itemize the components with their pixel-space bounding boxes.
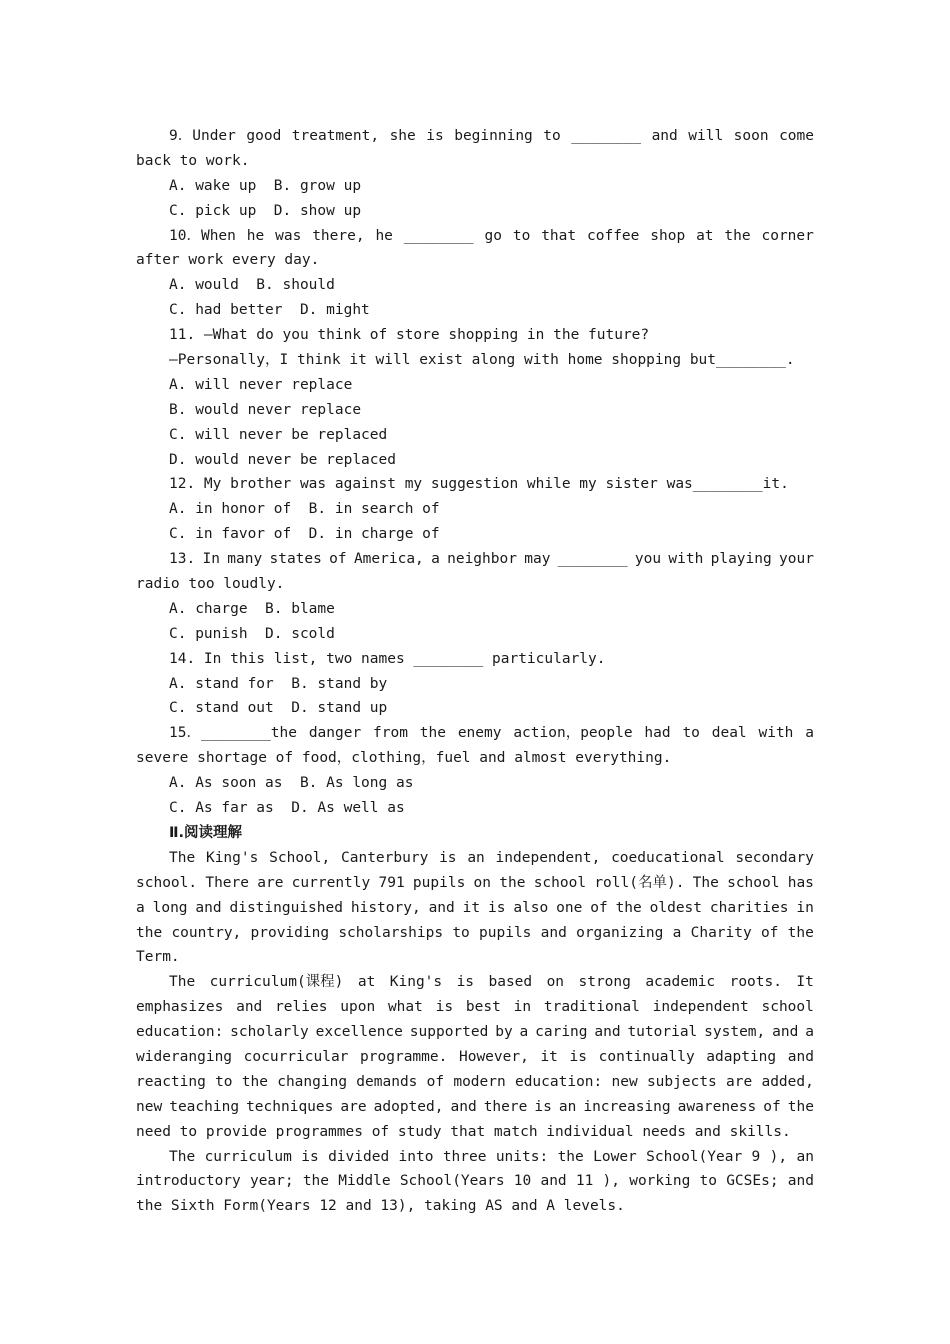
word: and (428, 899, 455, 916)
word: 13. (169, 551, 196, 568)
word: units: (495, 1148, 549, 1165)
word: programme. (360, 1048, 448, 1065)
word: with (758, 725, 794, 742)
passage-line (136, 896, 814, 921)
word: ________ (557, 551, 628, 568)
word: In (202, 551, 220, 568)
word: to (215, 1073, 233, 1090)
word: to (699, 1173, 717, 1190)
question-stem-line (136, 224, 814, 249)
word: and (540, 924, 567, 941)
word: scholarships (338, 924, 444, 941)
word: a (519, 1024, 529, 1041)
word: traditional (543, 999, 640, 1016)
word: tutorial (627, 1024, 698, 1041)
word: teaching (169, 1098, 240, 1115)
question-9 (136, 124, 814, 224)
word: your (779, 551, 814, 568)
question-12 (136, 472, 814, 547)
word: based (488, 974, 533, 991)
word: The (692, 874, 719, 891)
word: relies (275, 999, 328, 1016)
word: divided (328, 1148, 390, 1165)
option-line: C. will never be replaced (169, 426, 388, 443)
option-line: A. wake up B. grow up (169, 177, 362, 194)
word: into (398, 1148, 434, 1165)
word: cocurricular (243, 1048, 349, 1065)
word: independent, (495, 849, 601, 866)
word: King's (205, 849, 259, 866)
word: continually (598, 1048, 695, 1065)
word: However, (458, 1048, 529, 1065)
word: roots. (729, 974, 782, 991)
word: curriculum(课程) (209, 974, 344, 991)
word: coffee (587, 227, 640, 244)
option-line: A. stand for B. stand by (169, 675, 388, 692)
word: has (787, 874, 814, 891)
question-stem-line: after work every day. (136, 252, 320, 269)
option-line: A. will never replace (169, 376, 353, 393)
question-11 (136, 323, 814, 472)
word: system, (704, 1024, 766, 1041)
word: introductory (136, 1173, 241, 1190)
word: academic (645, 974, 716, 991)
word: 11 (575, 1173, 594, 1190)
word: with (668, 551, 704, 568)
word: the (557, 1148, 584, 1165)
word: independent (652, 999, 749, 1016)
word: the (302, 1173, 330, 1190)
word: in (796, 899, 814, 916)
word: year; (249, 1173, 294, 1190)
passage-paragraph-2 (136, 970, 814, 1144)
word: it (540, 1048, 558, 1065)
word: long (152, 899, 188, 916)
word: reacting (136, 1073, 206, 1090)
word: techniques (246, 1098, 334, 1115)
word: The (169, 849, 196, 866)
question-14 (136, 647, 814, 722)
word: caring (535, 1024, 588, 1041)
word: ________ (571, 128, 642, 144)
word: charities (709, 899, 789, 916)
word: neighbor (447, 551, 517, 568)
word: an (558, 1098, 577, 1115)
option-line: A. would B. should (169, 277, 335, 294)
word: in (513, 999, 532, 1016)
word: are (726, 1073, 753, 1090)
question-15 (136, 721, 814, 821)
option-line: A. As soon as B. As long as (169, 775, 414, 792)
word: awareness (677, 1098, 757, 1115)
word: It (796, 974, 814, 991)
word: treatment, (291, 128, 380, 144)
word: is (456, 974, 475, 991)
word: The (169, 1148, 196, 1165)
word: currently (291, 874, 371, 891)
word: to (452, 924, 470, 941)
word: 9．Under (169, 128, 236, 144)
option-line: A. charge B. blame (169, 600, 335, 617)
word: of (329, 551, 347, 568)
word: and (787, 1048, 814, 1065)
word: danger (308, 725, 362, 742)
word: There (205, 874, 249, 891)
word: Middle (338, 1173, 391, 1190)
word: had (644, 725, 671, 742)
word: the (419, 725, 446, 742)
word: school (533, 874, 587, 891)
word: to (512, 227, 531, 244)
word: subjects (646, 1073, 717, 1090)
word: and (787, 1173, 814, 1190)
word: strong (578, 974, 631, 991)
word: upon (340, 999, 376, 1016)
word: changing (277, 1073, 348, 1090)
passage-line: need to provide programmes of study that match individual needs and skills. (136, 1123, 791, 1140)
word: enemy (457, 725, 502, 742)
word: Lower (593, 1148, 637, 1165)
word: action，people (513, 725, 633, 742)
word: also (513, 899, 549, 916)
word: it (462, 899, 481, 916)
word: and (195, 899, 222, 916)
word: to (543, 128, 561, 144)
word: the (787, 1098, 814, 1115)
word: and (450, 1098, 477, 1115)
word: School(Year (646, 1148, 743, 1165)
word: and (594, 1024, 621, 1041)
option-line: C. pick up D. show up (169, 202, 362, 219)
word: an (796, 1148, 814, 1165)
word: and (540, 1173, 567, 1190)
word: 15．________the (169, 725, 297, 742)
word: there (483, 1098, 528, 1115)
word: adapting (706, 1048, 777, 1065)
word: organizing (576, 924, 664, 941)
word: 10．When (169, 227, 236, 244)
word: of (590, 899, 608, 916)
word: soon (733, 128, 769, 144)
word: Canterbury (341, 849, 429, 866)
passage-line: Term. (136, 949, 180, 966)
word: good (246, 128, 282, 144)
word: added, (761, 1073, 814, 1090)
word: and (772, 1024, 799, 1041)
word: three (442, 1148, 487, 1165)
question-stem-line: 14. In this list, two names ________ particularly. (169, 650, 606, 667)
option-line: C. in favor of D. in charge of (169, 526, 440, 543)
word: excellence (315, 1024, 403, 1041)
word: may (524, 551, 551, 568)
word: go (484, 227, 502, 244)
word: GCSEs; (726, 1173, 779, 1190)
word: is (488, 899, 506, 916)
question-13 (136, 547, 814, 647)
word: adopted, (373, 1098, 444, 1115)
question-10 (136, 224, 814, 324)
word: is (534, 1098, 552, 1115)
word: School, (269, 849, 331, 866)
word: pupils (412, 874, 466, 891)
word: a (136, 899, 145, 916)
word: many (227, 551, 263, 568)
passage-line (136, 846, 814, 871)
word: is (569, 1048, 588, 1065)
word: he (246, 227, 265, 244)
word: beginning (454, 128, 533, 144)
word: distinguished (229, 899, 343, 916)
section-heading: Ⅱ.阅读理解 (169, 824, 243, 841)
word: will (688, 128, 724, 144)
word: are (340, 1098, 367, 1115)
word: playing (710, 551, 772, 568)
word: modern (453, 1073, 506, 1090)
word: that (541, 227, 577, 244)
word: Charity (690, 924, 752, 941)
passage-paragraph-1 (136, 846, 814, 970)
word: is (435, 999, 454, 1016)
word: an (467, 849, 485, 866)
passage-line (136, 995, 814, 1020)
word: a (805, 725, 814, 742)
word: she (389, 128, 416, 144)
word: at (696, 227, 714, 244)
word: a (431, 551, 440, 568)
word: wideranging (136, 1048, 233, 1065)
word: on (473, 874, 492, 891)
word: The (169, 974, 196, 991)
option-line: D. would never be replaced (169, 451, 396, 468)
option-line: A. in honor of B. in search of (169, 501, 440, 518)
passage-line (136, 970, 814, 995)
question-stem-line: —Personally，I think it will exist along with home shopping but________. (169, 352, 795, 369)
word: country, (171, 924, 242, 941)
word: corner (761, 227, 814, 244)
word: 791 (378, 874, 405, 891)
option-line: C. punish D. scold (169, 625, 335, 642)
word: the (241, 1073, 268, 1090)
word: of (426, 1073, 445, 1090)
word: emphasizes (136, 999, 224, 1016)
passage-line: the Sixth Form(Years 12 and 13), taking AS and A levels. (136, 1198, 625, 1215)
word: the (724, 227, 751, 244)
passage-line (136, 1145, 814, 1170)
word: the (499, 874, 526, 891)
word: is (439, 849, 457, 866)
word: a (672, 924, 682, 941)
word: increasing (583, 1098, 671, 1115)
passage-line (136, 1095, 814, 1120)
document-page (136, 124, 814, 1219)
word: demands (356, 1073, 418, 1090)
word: providing (250, 924, 330, 941)
passage-line (136, 1045, 814, 1070)
word: is (301, 1148, 319, 1165)
option-line: B. would never replace (169, 401, 362, 418)
word: school. (136, 874, 198, 891)
word: are (257, 874, 284, 891)
word: states (269, 551, 322, 568)
word: 10 (513, 1173, 532, 1190)
passage-line (136, 921, 814, 946)
word: oldest (649, 899, 703, 916)
word: is (426, 128, 444, 144)
word: from (373, 725, 408, 742)
word: he (375, 227, 393, 244)
word: curriculum (204, 1148, 292, 1165)
word: school (727, 874, 780, 891)
word: pupils (479, 924, 532, 941)
passage-line (136, 1020, 814, 1045)
word: America, (353, 551, 424, 568)
question-stem-line: 12. My brother was against my suggestion while my sister was________it. (169, 476, 789, 493)
word: new (136, 1098, 163, 1115)
word: roll(名单). (594, 874, 685, 891)
word: secondary (735, 849, 814, 866)
word: scholarly (230, 1024, 309, 1041)
word: working (629, 1173, 691, 1190)
word: you (634, 551, 662, 568)
word: shop (650, 227, 686, 244)
word: history, (350, 899, 421, 916)
word: 9 (751, 1148, 761, 1165)
question-stem-line (136, 721, 814, 746)
word: best (465, 999, 501, 1016)
question-stem-line: radio too loudly. (136, 576, 285, 593)
word: ________ (403, 227, 474, 244)
word: School(Years (399, 1173, 505, 1190)
word: there, (312, 227, 365, 244)
word: was (275, 227, 302, 244)
word: supported (409, 1024, 489, 1041)
question-stem-line (136, 124, 814, 149)
word: by (495, 1024, 513, 1041)
word: the (615, 899, 642, 916)
word: a (805, 1024, 814, 1041)
word: of (763, 1098, 781, 1115)
word: and (236, 999, 263, 1016)
word: ), (769, 1148, 788, 1165)
word: the (136, 924, 163, 941)
passage-line (136, 1070, 814, 1095)
word: of (760, 924, 779, 941)
word: to (682, 725, 700, 742)
option-line: C. As far as D. As well as (169, 800, 405, 817)
word: ), (602, 1173, 621, 1190)
question-stem-line: 11. —What do you think of store shopping in the future? (169, 327, 650, 344)
passage-line (136, 871, 814, 896)
word: on (546, 974, 565, 991)
option-line: C. had better D. might (169, 302, 370, 319)
question-stem-line: severe shortage of food，clothing，fuel and almost everything. (136, 750, 672, 767)
word: King's (389, 974, 443, 991)
word: at (357, 974, 376, 991)
word: new (611, 1073, 638, 1090)
word: what (387, 999, 423, 1016)
word: and (651, 128, 678, 144)
word: the (787, 924, 814, 941)
question-stem-line: back to work. (136, 152, 250, 169)
word: education: (136, 1024, 224, 1041)
passage-paragraph-3 (136, 1145, 814, 1220)
word: one (556, 899, 583, 916)
word: come (779, 128, 814, 144)
word: education: (514, 1073, 603, 1090)
option-line: C. stand out D. stand up (169, 700, 388, 717)
word: school (761, 999, 814, 1016)
word: deal (711, 725, 747, 742)
passage-line (136, 1169, 814, 1194)
word: coeducational (611, 849, 725, 866)
question-stem-line (136, 547, 814, 572)
